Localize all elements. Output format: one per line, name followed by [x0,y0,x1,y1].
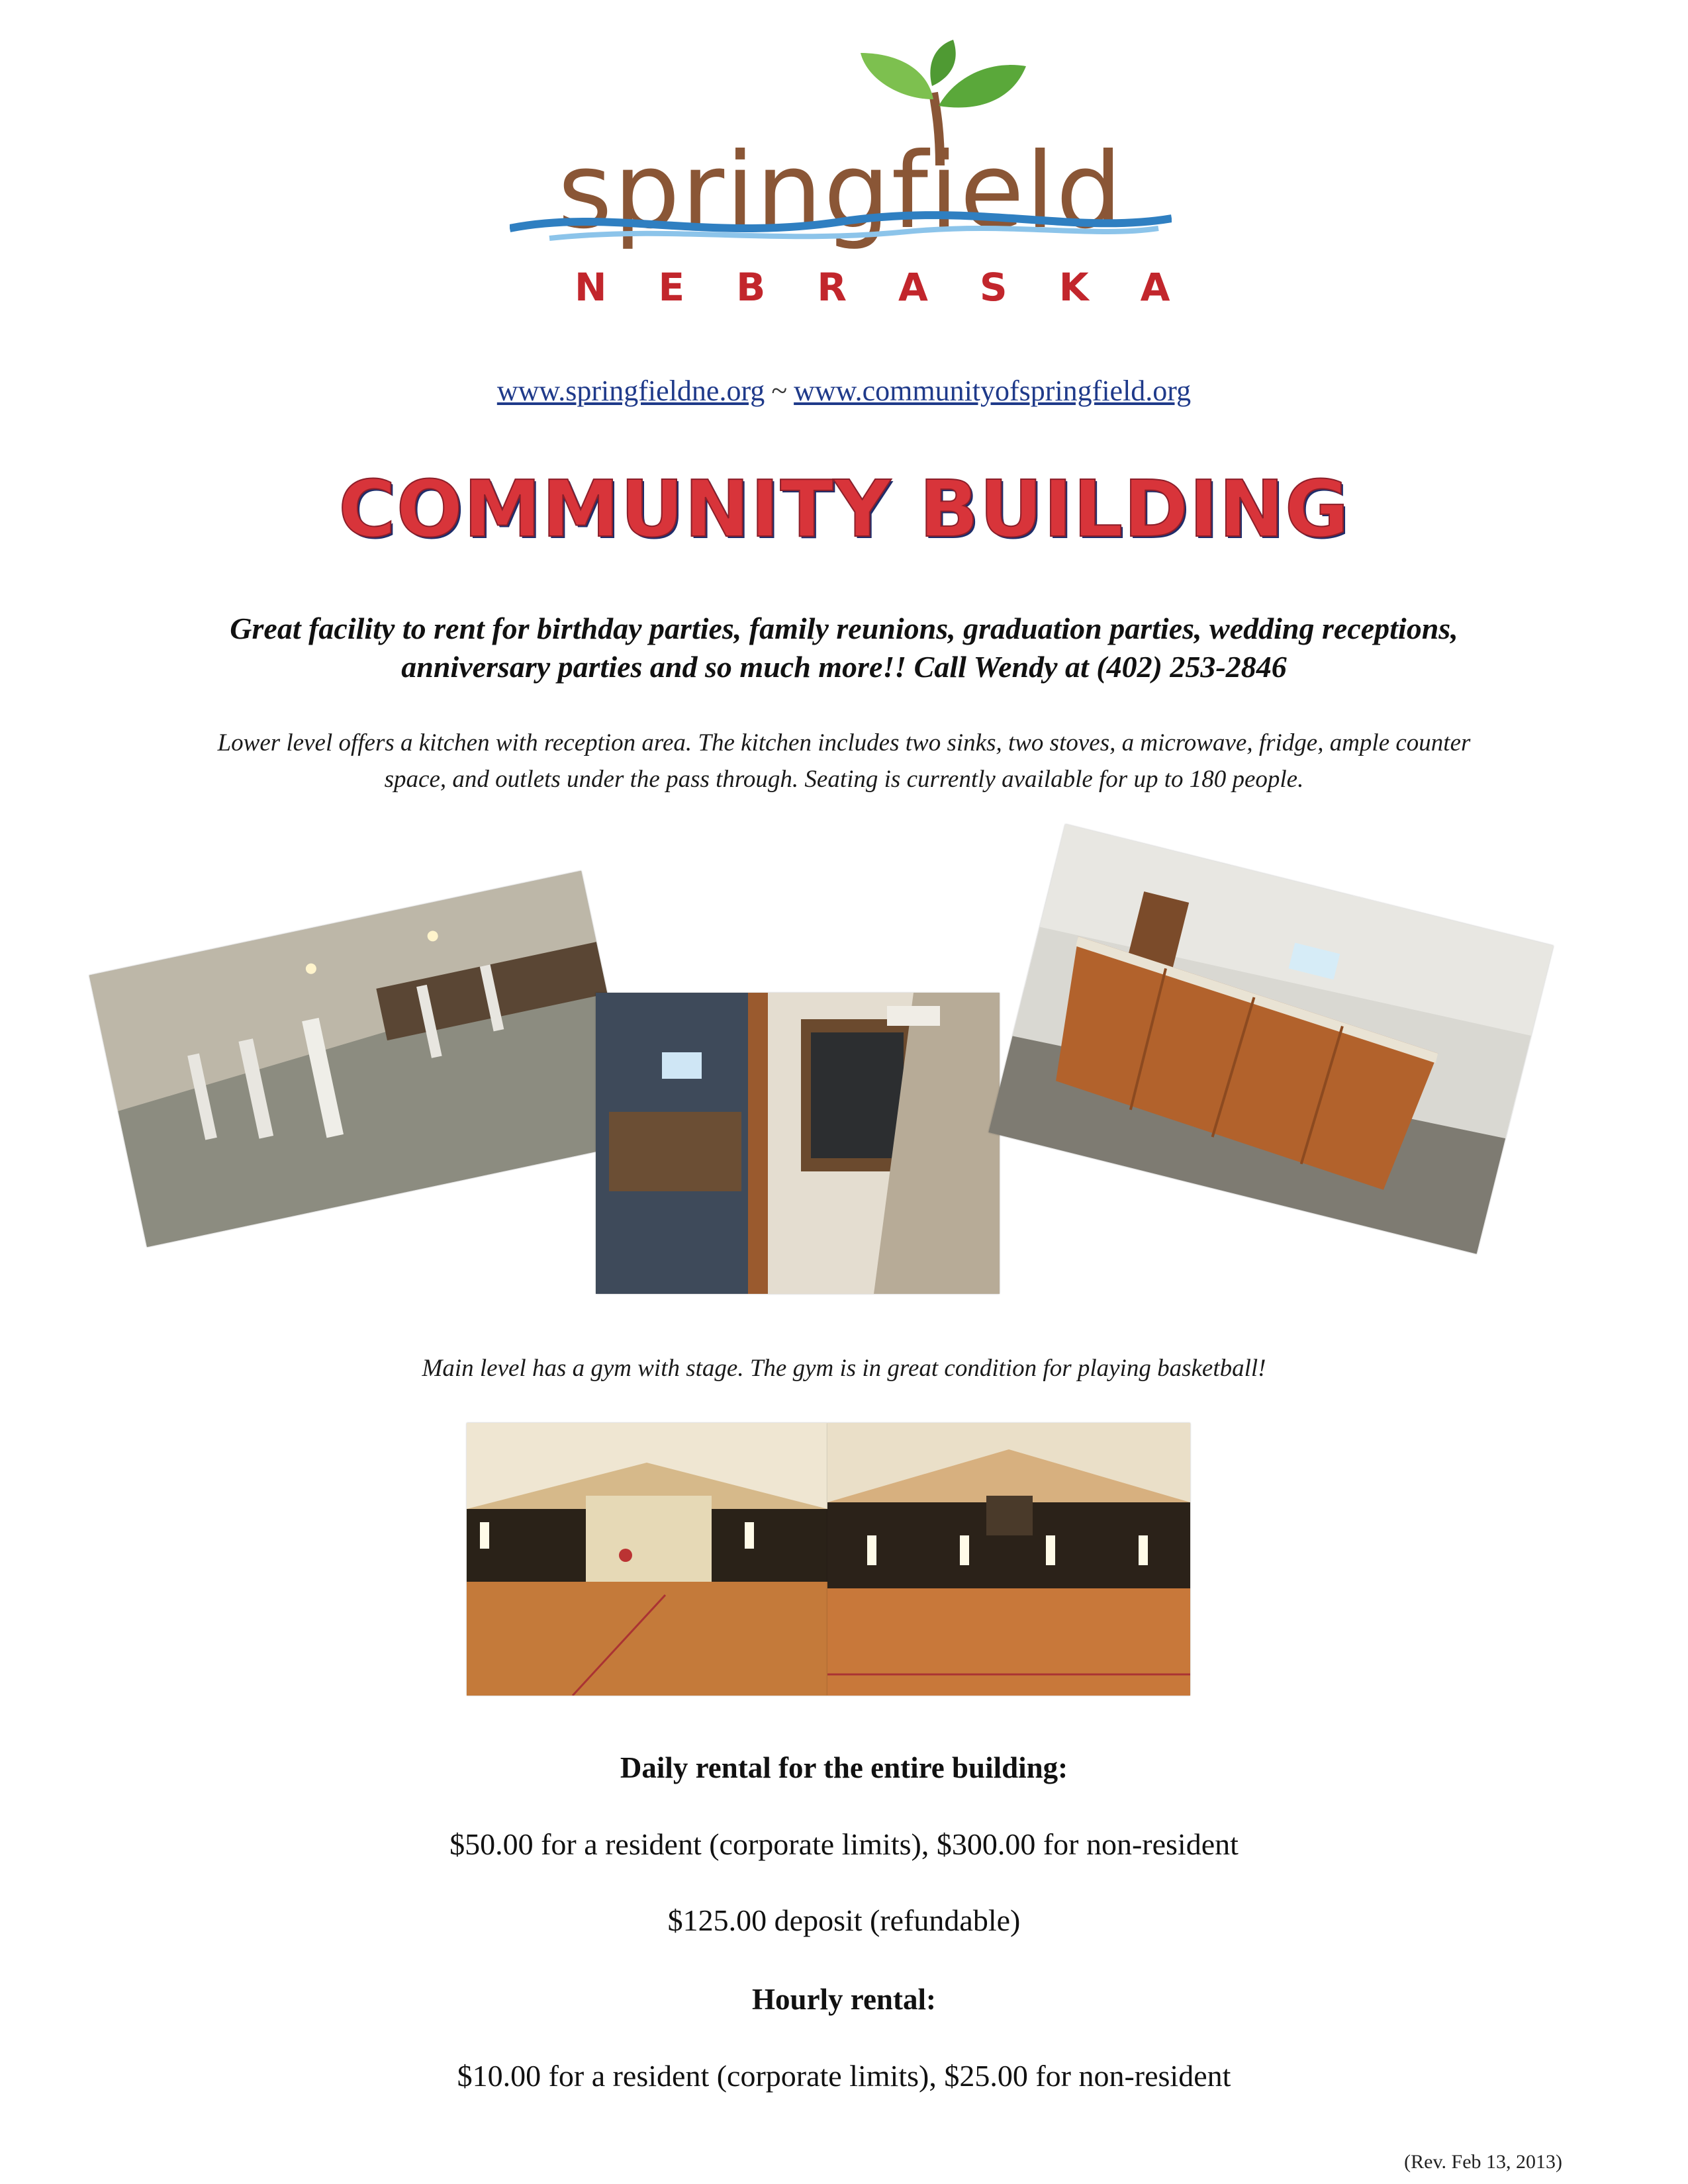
page-title: COMMUNITY BUILDING [338,463,1350,555]
logo-state: NEBRASKA [575,265,1222,310]
hourly-rental-heading: Hourly rental: [752,1983,936,2016]
deposit-amount: $125.00 deposit (refundable) [667,1903,1021,1937]
revision-note: (Rev. Feb 13, 2013) [1404,2151,1562,2173]
photo-gym-court [827,1423,1190,1696]
lower-level-line-1: Lower level offers a kitchen with reception area. The kitchen includes two sinks, two stoves, a microwave, fridge, ample counter [217,729,1471,756]
springfield-logo [510,40,1222,310]
lower-level-line-2: space, and outlets under the pass through. Seating is currently available for up to 180 people. [384,766,1304,793]
website-link-1[interactable]: www.springfieldne.org [496,375,765,407]
photo-reception-counter [988,824,1554,1254]
hourly-rental-rates: $10.00 for a resident (corporate limits), $25.00 for non-resident [457,2059,1231,2093]
daily-rental-rates: $50.00 for a resident (corporate limits), $300.00 for non-resident [449,1827,1239,1861]
wave-icon [510,202,1172,248]
link-separator: ~ [771,375,788,407]
website-link-2[interactable]: www.communityofspringfield.org [794,375,1192,407]
daily-rental-heading: Daily rental for the entire building: [620,1751,1068,1784]
website-links [0,374,1688,408]
main-level-caption: Main level has a gym with stage. The gym is in great condition for playing basketball! [422,1355,1266,1382]
promo-line-2: anniversary parties and so much more!! Call Wendy at (402) 253-2846 [401,650,1287,684]
photo-kitchen-hallway [596,993,1000,1294]
photo-gym-stage [467,1423,827,1696]
promo-line-1: Great facility to rent for birthday parties, family reunions, graduation parties, wedding receptions, [230,612,1458,645]
photo-reception-area [89,871,639,1248]
logo-wordmark: springfield [557,130,1124,252]
